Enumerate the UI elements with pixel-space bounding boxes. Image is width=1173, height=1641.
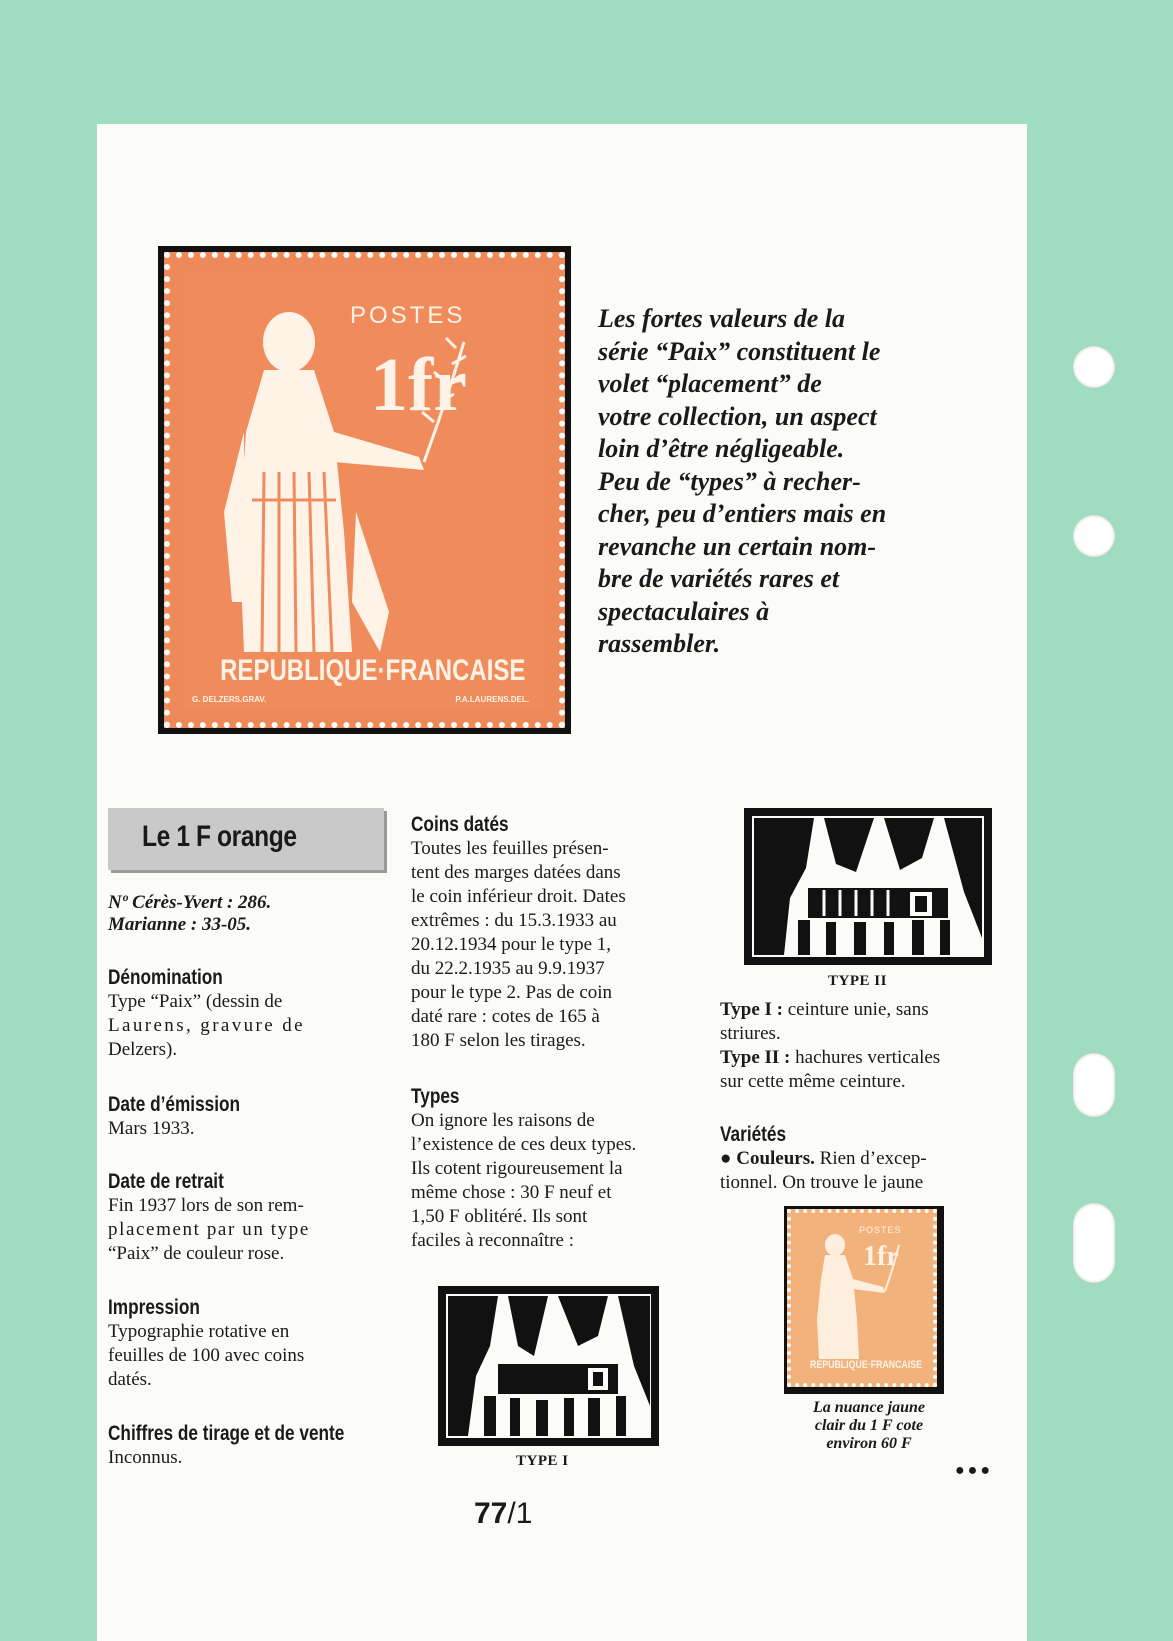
binder-hole xyxy=(1073,346,1115,388)
page-number-sub: /1 xyxy=(507,1497,533,1530)
body-line: datés. xyxy=(108,1369,152,1390)
section-heading: Impression xyxy=(108,1296,200,1319)
section-heading: Dénomination xyxy=(108,966,223,989)
intro-line: volet “placement” de xyxy=(598,369,822,398)
section-types xyxy=(411,1085,691,1253)
intro-line: spectaculaires à xyxy=(598,596,770,626)
section-varietes xyxy=(720,1123,1000,1195)
intro-line: Peu de “types” à recher- xyxy=(598,466,861,496)
body-line: Fin 1937 lors de son rem- xyxy=(108,1195,304,1216)
body-line: placement par un type xyxy=(108,1219,310,1240)
body-line: faciles à reconnaître : xyxy=(411,1230,574,1251)
section-heading: Variétés xyxy=(720,1123,787,1146)
body-line: 20.12.1934 pour le type 1, xyxy=(411,934,612,955)
body-line: Laurens, gravure de xyxy=(108,1015,305,1036)
body-line: pour le type 2. Pas de coin xyxy=(411,982,613,1003)
body-line: même chose : 30 F neuf et xyxy=(411,1182,612,1203)
body-line: Typographie rotative en xyxy=(108,1321,290,1342)
section-heading: Types xyxy=(411,1085,460,1108)
binder-hole xyxy=(1073,1203,1115,1283)
main-stamp-design xyxy=(184,272,545,708)
type-1-caption: TYPE I xyxy=(516,1453,569,1469)
intro-line: série “Paix” constituent le xyxy=(598,336,881,366)
body-line xyxy=(720,1147,1000,1171)
body-line: Mars 1933. xyxy=(108,1118,195,1139)
body-line: daté rare : cotes de 165 à xyxy=(411,1006,600,1027)
type-1-label: Type I : xyxy=(720,999,783,1020)
intro-line: votre collection, un aspect xyxy=(598,401,877,431)
section-heading: Date de retrait xyxy=(108,1170,224,1193)
small-stamp-frame xyxy=(784,1206,944,1394)
type-1-detail-image xyxy=(438,1286,659,1446)
small-stamp xyxy=(787,1209,937,1387)
section-heading: Chiffres de tirage et de vente xyxy=(108,1422,345,1445)
section-heading: Date d’émission xyxy=(108,1093,241,1116)
body-line: “Paix” de couleur rose. xyxy=(108,1243,285,1264)
allegory-of-peace-figure xyxy=(797,1219,927,1377)
caption-line: environ 60 F xyxy=(826,1435,912,1452)
type-2-caption: TYPE II xyxy=(828,973,887,989)
main-stamp-frame xyxy=(158,246,571,734)
intro-line: cher, peu d’entiers mais en xyxy=(598,499,887,528)
stamp-title-box xyxy=(108,808,384,870)
section-date-emission xyxy=(108,1093,386,1141)
couleurs-text: Rien d’excep- xyxy=(814,1148,927,1169)
allegory-of-peace-figure xyxy=(184,272,545,708)
body-line: sur cette même ceinture. xyxy=(720,1071,906,1092)
section-impression xyxy=(108,1296,386,1392)
body-line: feuilles de 100 avec coins xyxy=(108,1345,305,1366)
binder-hole xyxy=(1073,1053,1115,1117)
stamp-face-value: 1fr xyxy=(863,1241,899,1272)
intro-paragraph xyxy=(598,303,968,661)
bullet-icon: ● xyxy=(720,1148,732,1169)
body-line: tent des marges datées dans xyxy=(411,862,621,883)
section-date-retrait xyxy=(108,1170,386,1266)
type-2-description: hachures verticales xyxy=(790,1047,941,1068)
type-1-description: ceinture unie, sans xyxy=(782,999,929,1020)
section-denomination xyxy=(108,966,386,1062)
intro-line: rassembler. xyxy=(598,629,721,658)
type-2-detail-image xyxy=(744,808,992,965)
stamp-title: Le 1 F orange xyxy=(142,820,297,853)
type-2-label: Type II : xyxy=(720,1047,791,1068)
caption-line: clair du 1 F cote xyxy=(814,1417,924,1434)
body-line xyxy=(720,1046,1000,1070)
body-line: Delzers). xyxy=(108,1039,178,1060)
stamp-face-value: 1fr xyxy=(370,343,468,427)
body-line: 1,50 F oblitéré. Ils sont xyxy=(411,1206,588,1227)
page-number-main: 77 xyxy=(474,1497,508,1530)
intro-line: Les fortes valeurs de la xyxy=(598,304,845,333)
stamp-engraver-credit: G. DELZERS.GRAV. xyxy=(192,695,267,704)
body-line: 180 F selon les tirages. xyxy=(411,1030,586,1051)
body-line: l’existence de ces deux types. xyxy=(411,1134,637,1155)
body-line: Ils cotent rigoureusement la xyxy=(411,1158,623,1179)
body-line: Inconnus. xyxy=(108,1447,183,1468)
couleurs-label: Couleurs. xyxy=(736,1148,815,1169)
body-line: extrêmes : du 15.3.1933 au xyxy=(411,910,617,931)
stamp-designer-credit: P.A.LAURENS.DEL. xyxy=(455,695,529,704)
body-line: Type “Paix” (dessin de xyxy=(108,991,283,1012)
intro-line: revanche un certain nom- xyxy=(598,531,877,561)
body-line: du 22.2.1935 au 9.9.1937 xyxy=(411,958,605,979)
small-stamp-caption xyxy=(784,1399,954,1453)
section-chiffres xyxy=(108,1422,386,1470)
section-heading: Coins datés xyxy=(411,813,509,836)
intro-line: loin d’être négligeable. xyxy=(598,434,845,463)
body-line: striures. xyxy=(720,1023,781,1044)
intro-line: bre de variétés rares et xyxy=(598,564,840,593)
stamp-postes-label: POSTES xyxy=(350,302,466,329)
binder-hole xyxy=(1073,515,1115,557)
stamp-country-name: REPUBLIQUE·FRANCAISE xyxy=(810,1359,922,1371)
section-coins-dates xyxy=(411,813,691,1053)
caption-line: La nuance jaune xyxy=(812,1399,925,1416)
page-number xyxy=(474,1497,532,1531)
body-line: tionnel. On trouve le jaune xyxy=(720,1172,924,1193)
body-line xyxy=(720,998,1000,1022)
types-explanation xyxy=(720,998,1000,1094)
continuation-dots: ●●● xyxy=(955,1462,993,1479)
body-line: On ignore les raisons de xyxy=(411,1110,595,1131)
stamp-postes-label: POSTES xyxy=(859,1225,902,1235)
ceres-yvert-number: Nº Cérès-Yvert : 286. xyxy=(108,892,272,913)
main-stamp xyxy=(164,252,565,728)
body-line: Toutes les feuilles présen- xyxy=(411,838,609,859)
small-stamp-design xyxy=(797,1219,927,1377)
stamp-country-name: REPUBLIQUE·FRANCAISE xyxy=(220,654,526,687)
reference-numbers xyxy=(108,892,386,936)
marianne-number: Marianne : 33-05. xyxy=(108,914,252,935)
body-line: le coin inférieur droit. Dates xyxy=(411,886,626,907)
